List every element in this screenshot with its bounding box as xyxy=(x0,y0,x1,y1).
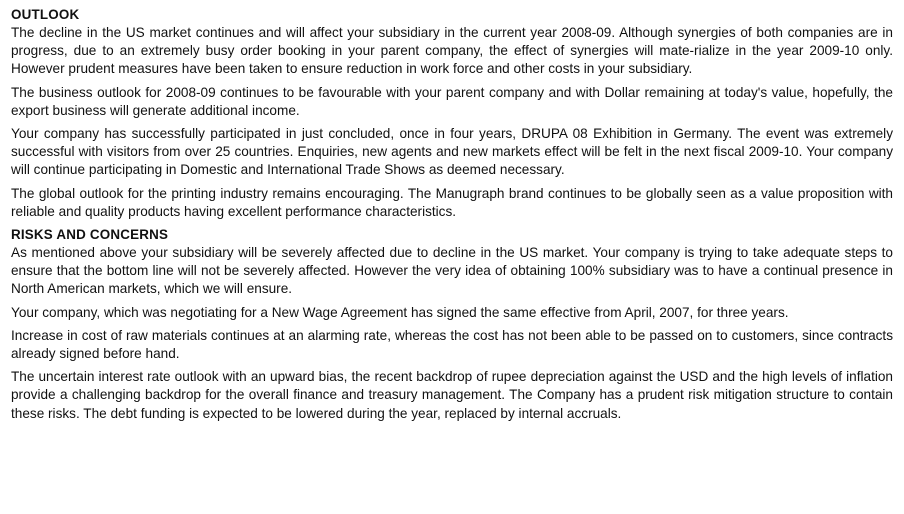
paragraph: The global outlook for the printing industry remains encouraging. The Manugraph brand continues to be globally seen as a value proposition with reliable and quality products having excellent performance characteristics. xyxy=(11,185,893,219)
section-heading: OUTLOOK xyxy=(11,7,80,22)
paragraph: Your company, which was negotiating for a New Wage Agreement has signed the same effective from April, 2007, for three years. xyxy=(11,304,789,320)
paragraph: Your company has successfully participated in just concluded, once in four years, DRUPA 08 Exhibition in Germany. The event was extremely successful with visitors from over 25 countries. Enquiries, new agents and new markets effect will be felt in the next fiscal 2009-10. Your company will continue participating in Domestic and International Trade Shows as deemed necessary. xyxy=(11,126,893,178)
paragraph: The uncertain interest rate outlook with an upward bias, the recent backdrop of rupee depreciation against the USD and the high levels of inflation provide a challenging backdrop for the overall finance and treasury management. The Company has a prudent risk mitigation structure to contain these risks. The debt funding is expected to be lowered during the year, replaced by internal accruals. xyxy=(11,369,893,421)
paragraph: The business outlook for 2008-09 continues to be favourable with your parent company and with Dollar remaining at today's value, hopefully, the export business will generate additional income. xyxy=(11,84,893,118)
section-outlook xyxy=(11,6,893,221)
section-heading: RISKS AND CONCERNS xyxy=(11,227,169,243)
section-risks-and-concerns xyxy=(11,226,893,423)
paragraph: Increase in cost of raw materials continues at an alarming rate, whereas the cost has not been able to be passed on to customers, since contracts already signed before hand. xyxy=(11,327,893,362)
paragraph: The decline in the US market continues and will affect your subsidiary in the current year 2008-09. Although synergies of both companies are in progress, due to an extremely busy order booking in your parent company, the effect of synergies will mate-rialize in the year 2009-10 only. However prudent measures have been taken to ensure reduction in work force and other costs in your subsidiary. xyxy=(11,25,893,77)
paragraph: As mentioned above your subsidiary will be severely affected due to decline in the US market. Your company is trying to take adequate steps to ensure that the bottom line will not be severely affected. However the very idea of obtaining 100% subsidiary was to have a continual presence in North American markets, which we will ensure. xyxy=(11,245,893,297)
